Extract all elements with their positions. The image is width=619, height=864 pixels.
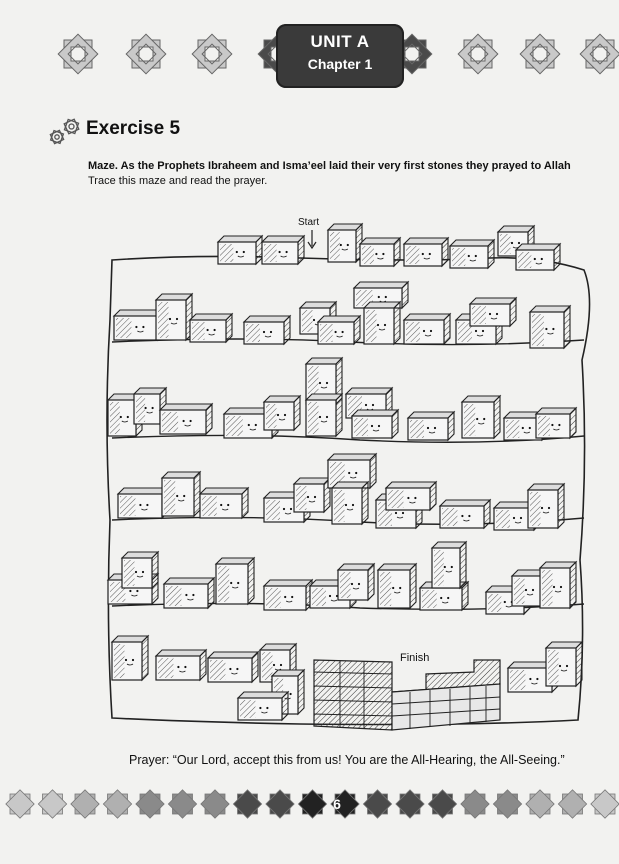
star-ornament-icon	[558, 790, 586, 818]
instruction-text: Trace this maze and read the prayer.	[88, 175, 268, 187]
star-ornament-icon	[428, 790, 456, 818]
star-ornament-icon	[526, 790, 554, 818]
maze-start-label: Start	[298, 217, 320, 228]
page-number: 6	[333, 796, 341, 812]
star-ornament-icon	[201, 790, 229, 818]
star-ornament-icon	[493, 790, 521, 818]
star-ornament-icon	[363, 790, 391, 818]
star-ornament-icon	[103, 790, 131, 818]
unit-title: UNIT A	[310, 32, 370, 51]
exercise-title: Exercise 5	[86, 118, 181, 139]
star-ornament-icon	[168, 790, 196, 818]
star-ornament-icon	[591, 790, 619, 818]
chapter-title: Chapter 1	[307, 56, 373, 72]
star-ornament-icon	[6, 790, 34, 818]
star-ornament-icon	[461, 790, 489, 818]
maze-finish-label: Finish	[400, 652, 430, 664]
star-ornament-icon	[233, 790, 261, 818]
instruction-bold: Maze. As the Prophets Ibraheem and Isma’eel laid their very first stones they prayed to Allah	[88, 160, 571, 172]
star-ornament-icon	[38, 790, 66, 818]
star-ornament-icon	[136, 790, 164, 818]
prayer-text: Prayer: “Our Lord, accept this from us! You are the All-Hearing, the All-Seeing.”	[129, 753, 565, 767]
star-ornament-icon	[396, 790, 424, 818]
star-ornament-icon	[298, 790, 326, 818]
star-ornament-icon	[71, 790, 99, 818]
star-ornament-icon	[266, 790, 294, 818]
